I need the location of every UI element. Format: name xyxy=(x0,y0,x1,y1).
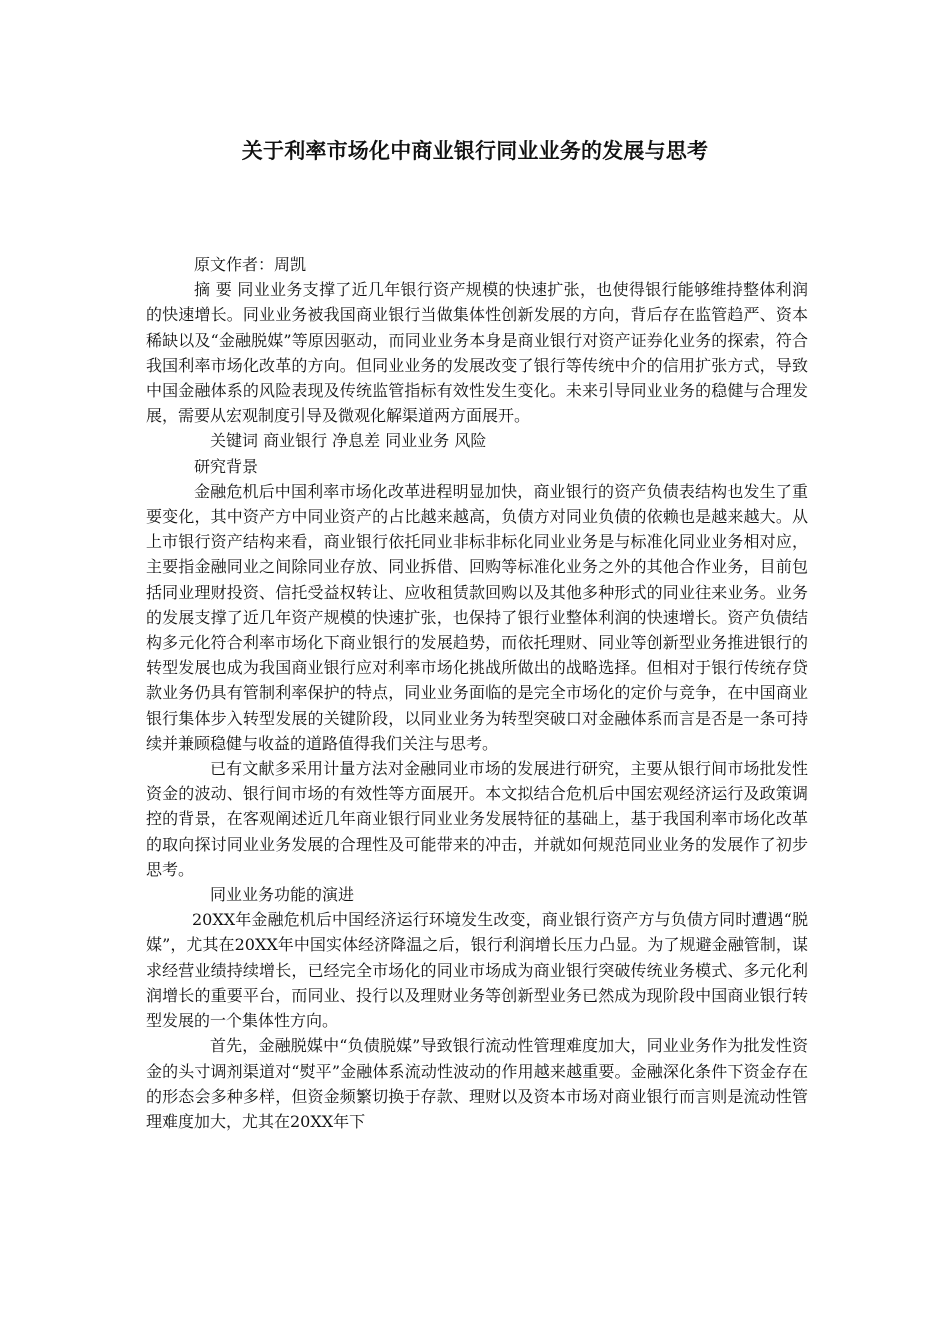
paragraph-background-2: 已有文献多采用计量方法对金融同业市场的发展进行研究，主要从银行间市场批发性资金的波动、银行间市场的有效性等方面展开。本文拟结合危机后中国宏观经济运行及政策调控的背景，在客观阐述近几年商业银行同业业务发展特征的基础上，基于我国利率市场化改革的取向探讨同业业务发展的合理性及可能带来的冲击，并就如何规范同业业务的发展作了初步思考。 xyxy=(146,759,808,879)
keywords-line: 关键词 商业银行 净息差 同业业务 风险 xyxy=(210,431,487,451)
paragraph-background-1: 金融危机后中国利率市场化改革进程明显加快，商业银行的资产负债表结构也发生了重要变化，其中资产方中同业资产的占比越来越高，负债方对同业负债的依赖也是越来越大。从上市银行资产结构来看，商业银行依托同业非标非标化同业业务是与标准化同业业务相对应，主要指金融同业之间除同业存放、同业拆借、回购等标准化业务之外的其他合作业务，目前包括同业理财投资、信托受益权转让、应收租赁款回购以及其他多种形式的同业往来业务。业务的发展支撑了近几年资产规模的快速扩张，也保持了银行业整体利润的快速增长。资产负债结构多元化符合利率市场化下商业银行的发展趋势，而依托理财、同业等创新型业务推进银行的转型发展也成为我国商业银行应对利率市场化挑战所做出的战略选择。但相对于银行传统存贷款业务仍具有管制利率保护的特点，同业业务面临的是完全市场化的定价与竞争，在中国商业银行集体步入转型发展的关键阶段，以同业业务为转型突破口对金融体系而言是否是一条可持续并兼顾稳健与收益的道路值得我们关注与思考。 xyxy=(146,481,808,753)
document-title: 关于利率市场化中商业银行同业业务的发展与思考 xyxy=(241,139,709,163)
abstract-paragraph: 摘 要 同业业务支撑了近几年银行资产规模的快速扩张，也使得银行能够维持整体利润的快速增长。同业业务被我国商业银行当做集体性创新发展的方向，背后存在监管趋严、资本稀缺以及“金融脱媒”等原因驱动，而同业业务本身是商业银行对资产证券化业务的探索，符合我国利率市场化改革的方向。但同业业务的发展改变了银行等传统中介的信用扩张方式，导致中国金融体系的风险表现及传统监管指标有效性发生变化。未来引导同业业务的稳健与合理发展，需要从宏观制度引导及微观化解渠道两方面展开。 xyxy=(146,280,808,426)
section-heading-evolution: 同业业务功能的演进 xyxy=(210,885,355,905)
section-heading-background: 研究背景 xyxy=(194,456,259,476)
author-line: 原文作者：周凯 xyxy=(194,255,307,274)
paragraph-evolution-1: 20XX年金融危机后中国经济运行环境发生改变，商业银行资产方与负债方同时遭遇“脱媒”，尤其在20XX年中国实体经济降温之后，银行利润增长压力凸显。为了规避金融管制，谋求经营业绩持续增长，已经完全市场化的同业市场成为商业银行突破传统业务模式、多元化利润增长的重要平台，而同业、投行以及理财业务等创新型业务已然成为现阶段中国商业银行转型发展的一个集体性方向。 xyxy=(146,910,808,1031)
document-body xyxy=(146,252,808,1134)
paragraph-evolution-2: 首先，金融脱媒中“负债脱媒”导致银行流动性管理难度加大，同业业务作为批发性资金的头寸调剂渠道对“熨平”金融体系流动性波动的作用越来越重要。金融深化条件下资金存在的形态会多种多样，但资金频繁切换于存款、理财以及资本市场对商业银行而言则是流动性管理难度加大，尤其在20XX年下 xyxy=(146,1036,808,1131)
